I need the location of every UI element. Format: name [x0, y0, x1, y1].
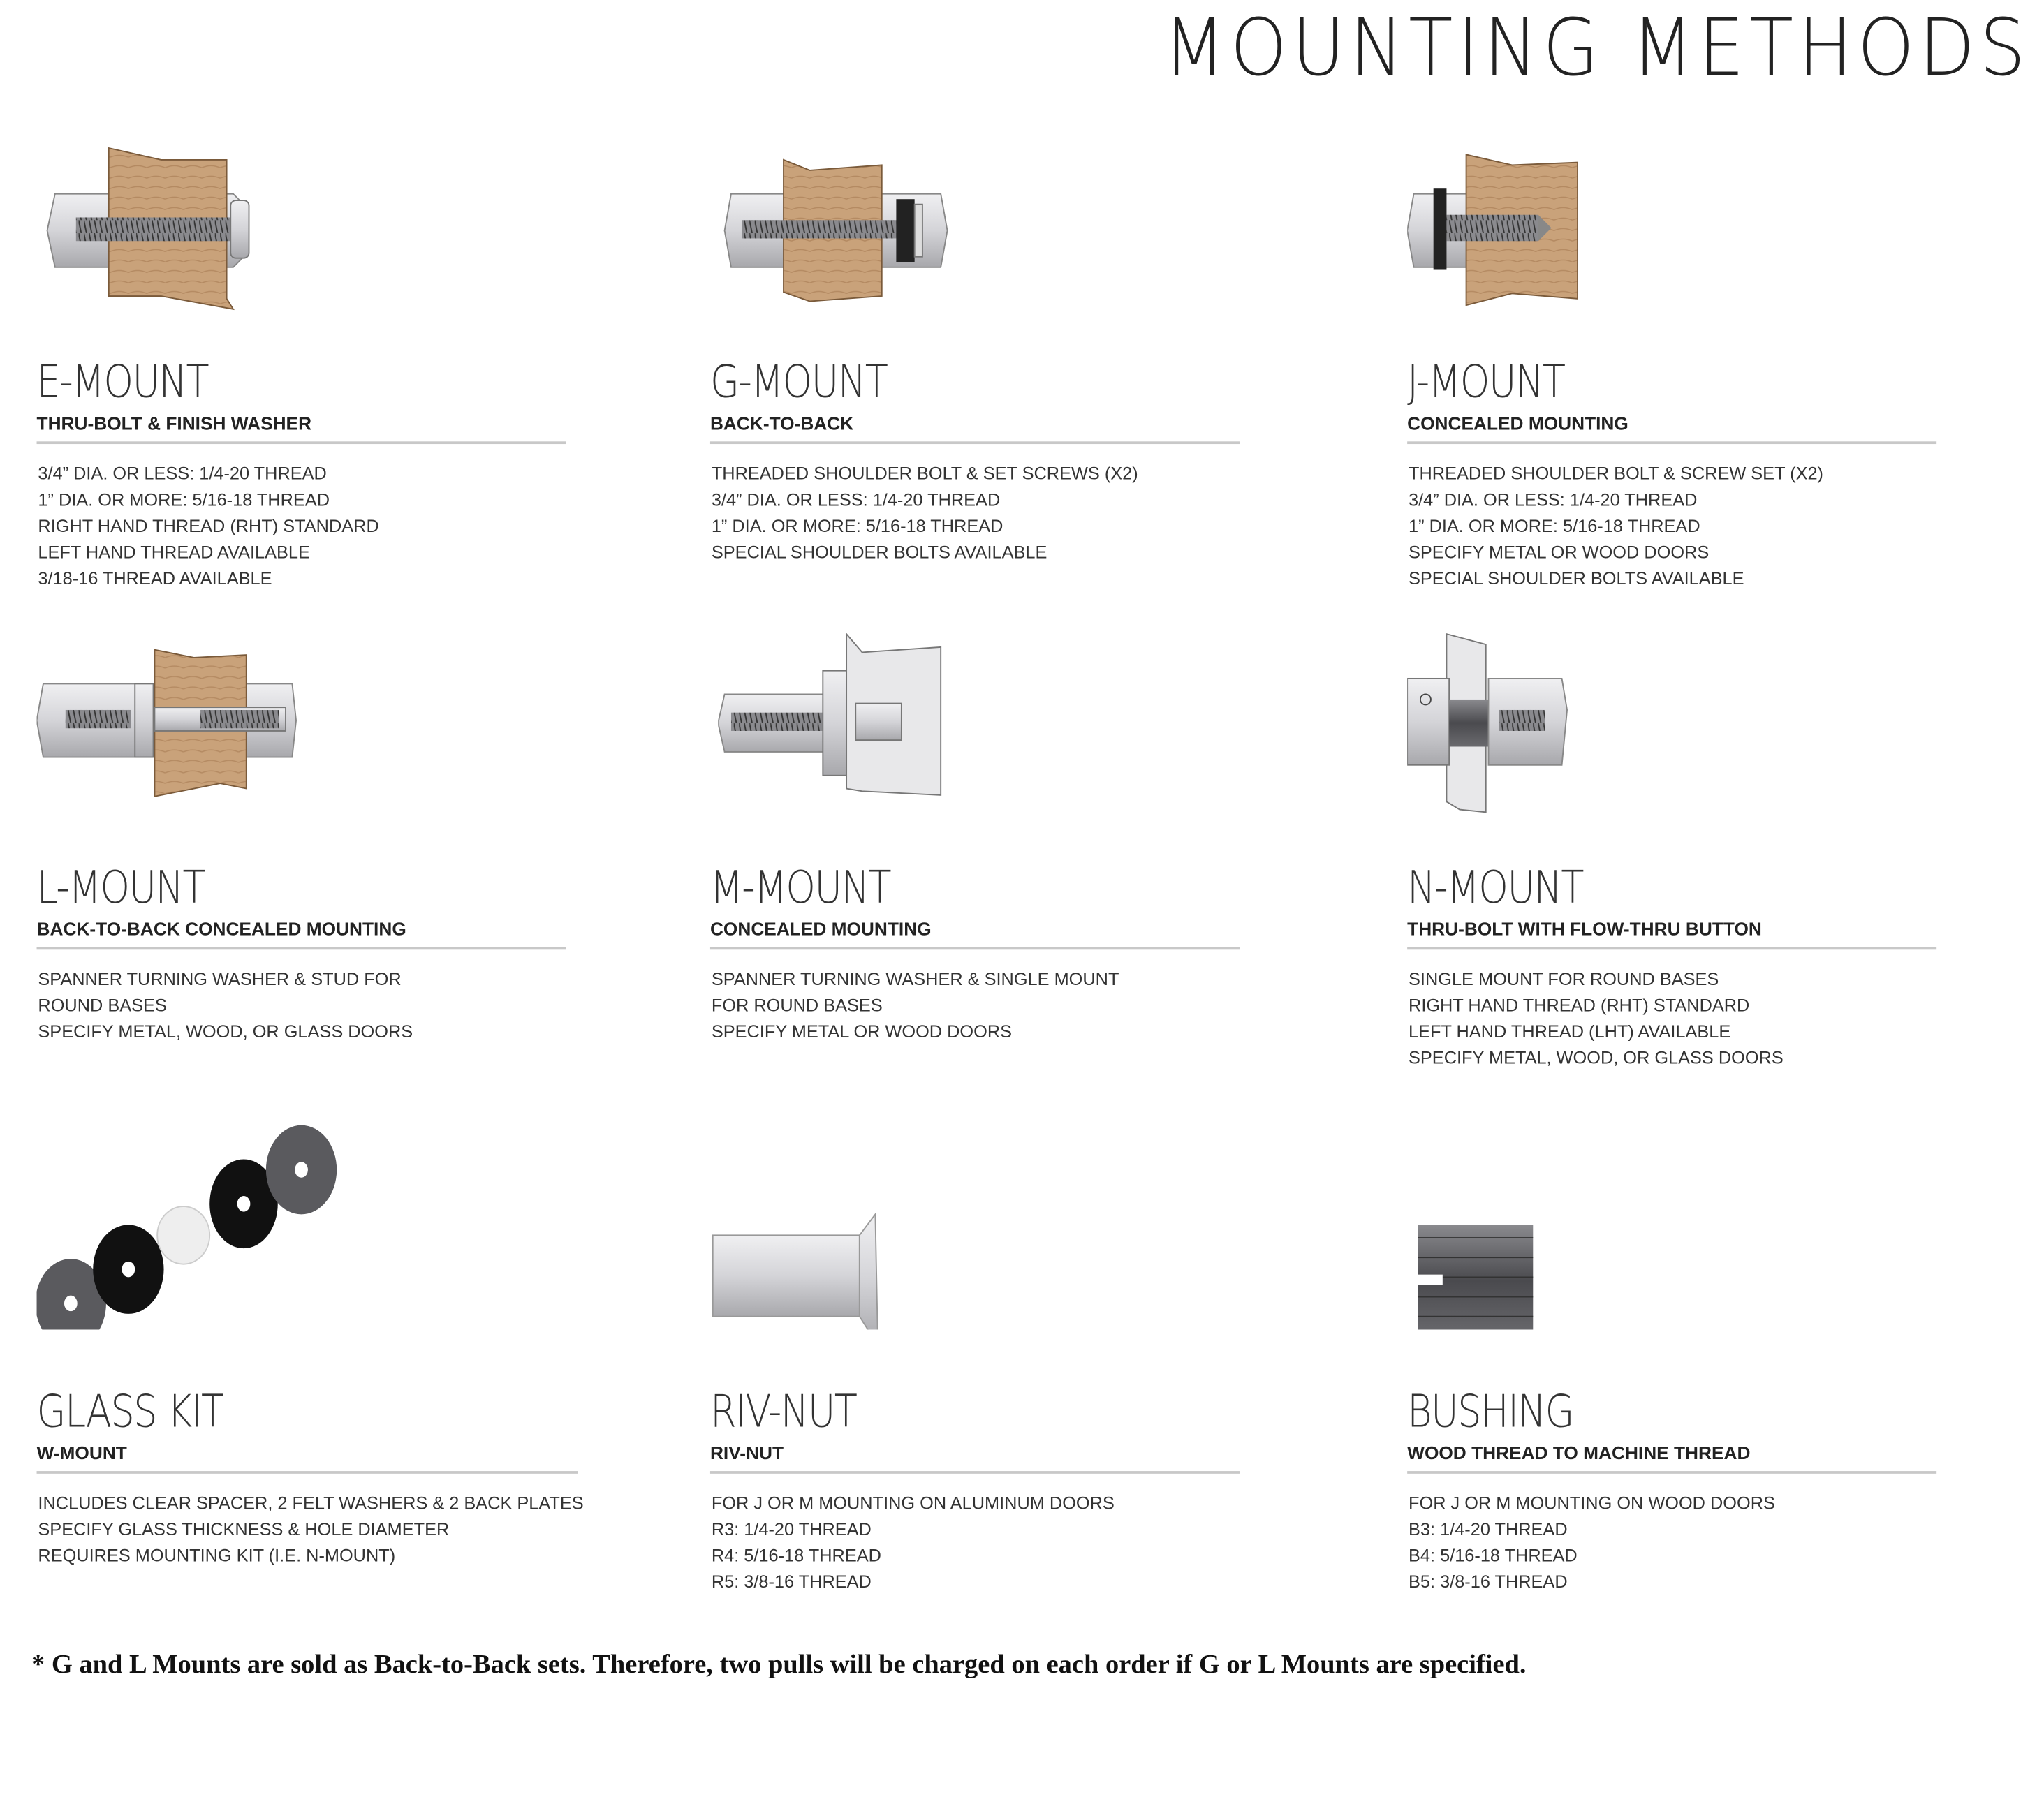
mount-details	[1409, 967, 1784, 1072]
mount-subtitle: W-MOUNT	[36, 1442, 127, 1463]
detail-line: R4: 5/16-18 THREAD	[711, 1546, 881, 1566]
page-title: MOUNTING METHODS	[1163, 2, 2031, 95]
divider	[37, 441, 566, 444]
detail-line: 1” DIA. OR MORE: 5/16-18 THREAD	[1409, 516, 1700, 536]
detail-line: ROUND BASES	[38, 995, 167, 1016]
mount-details	[712, 461, 1138, 565]
detail-line: R3: 1/4-20 THREAD	[711, 1519, 872, 1539]
j-mount-illustration	[1407, 142, 1721, 351]
mount-title: N-MOUNT	[1407, 861, 1583, 915]
detail-line: 1” DIA. OR MORE: 5/16-18 THREAD	[38, 489, 330, 510]
detail-line: B5: 3/8-16 THREAD	[1409, 1572, 1568, 1592]
detail-line: 3/4” DIA. OR LESS: 1/4-20 THREAD	[38, 464, 327, 484]
divider	[710, 1471, 1240, 1474]
detail-line: FOR J OR M MOUNTING ON WOOD DOORS	[1409, 1493, 1775, 1514]
divider	[37, 1471, 578, 1474]
detail-line: R5: 3/8-16 THREAD	[711, 1572, 872, 1592]
mount-details	[712, 967, 1119, 1046]
mount-subtitle: THRU-BOLT & FINISH WASHER	[36, 413, 312, 434]
m-mount-illustration	[718, 631, 1032, 841]
detail-line: 3/18-16 THREAD AVAILABLE	[38, 568, 272, 589]
detail-line: SINGLE MOUNT FOR ROUND BASES	[1409, 969, 1719, 989]
detail-line: B4: 5/16-18 THREAD	[1409, 1546, 1578, 1566]
mount-title: M-MOUNT	[709, 861, 890, 915]
detail-line: SPANNER TURNING WASHER & SINGLE MOUNT	[711, 969, 1119, 989]
mount-details	[712, 1491, 1115, 1595]
n-mount-illustration	[1407, 631, 1721, 841]
footnote: * G and L Mounts are sold as Back-to-Back sets. Therefore, two pulls will be charged on each order if G or L Mounts are specified.	[31, 1650, 1527, 1680]
mount-title: BUSHING	[1407, 1386, 1573, 1439]
detail-line: REQUIRES MOUNTING KIT (I.E. N-MOUNT)	[38, 1546, 396, 1566]
g-mount-illustration	[718, 142, 1032, 351]
detail-line: THREADED SHOULDER BOLT & SCREW SET (X2)	[1409, 464, 1823, 484]
divider	[1407, 441, 1936, 444]
detail-line: FOR ROUND BASES	[711, 995, 883, 1016]
mount-title: G-MOUNT	[709, 356, 888, 409]
divider	[1407, 947, 1936, 950]
mount-details	[38, 1491, 583, 1569]
detail-line: SPECIFY METAL, WOOD, OR GLASS DOORS	[1409, 1048, 1784, 1068]
detail-line: FOR J OR M MOUNTING ON ALUMINUM DOORS	[711, 1493, 1115, 1514]
detail-line: B3: 1/4-20 THREAD	[1409, 1519, 1568, 1539]
detail-line: SPECIFY GLASS THICKNESS & HOLE DIAMETER	[38, 1519, 450, 1539]
e-mount-illustration	[37, 142, 351, 351]
detail-line: INCLUDES CLEAR SPACER, 2 FELT WASHERS & 2 BACK PLATES	[38, 1493, 584, 1514]
mount-title: RIV-NUT	[709, 1386, 857, 1439]
detail-line: RIGHT HAND THREAD (RHT) STANDARD	[38, 516, 379, 536]
l-mount-illustration	[37, 631, 351, 841]
divider	[710, 947, 1240, 950]
divider	[710, 441, 1240, 444]
detail-line: 3/4” DIA. OR LESS: 1/4-20 THREAD	[1409, 489, 1698, 510]
mount-title: E-MOUNT	[36, 356, 209, 409]
detail-line: SPECIFY METAL OR WOOD DOORS	[711, 1021, 1013, 1042]
detail-line: SPECIAL SHOULDER BOLTS AVAILABLE	[711, 542, 1047, 562]
mount-title: L-MOUNT	[36, 861, 205, 915]
mount-subtitle: CONCEALED MOUNTING	[709, 918, 932, 940]
mount-details	[1409, 461, 1823, 592]
detail-line: SPECIFY METAL OR WOOD DOORS	[1409, 542, 1710, 562]
detail-line: RIGHT HAND THREAD (RHT) STANDARD	[1409, 995, 1750, 1016]
detail-line: SPECIFY METAL, WOOD, OR GLASS DOORS	[38, 1021, 413, 1042]
riv-nut-illustration	[710, 1120, 1024, 1329]
divider	[37, 947, 566, 950]
mount-details	[1409, 1491, 1775, 1595]
divider	[1407, 1471, 1936, 1474]
mount-subtitle: RIV-NUT	[709, 1442, 784, 1463]
mount-subtitle: BACK-TO-BACK CONCEALED MOUNTING	[36, 918, 406, 940]
detail-line: SPECIAL SHOULDER BOLTS AVAILABLE	[1409, 568, 1744, 589]
mount-subtitle: BACK-TO-BACK	[709, 413, 854, 434]
detail-line: LEFT HAND THREAD AVAILABLE	[38, 542, 310, 562]
mount-title: J-MOUNT	[1407, 356, 1565, 409]
detail-line: 3/4” DIA. OR LESS: 1/4-20 THREAD	[711, 489, 1001, 510]
detail-line: LEFT HAND THREAD (LHT) AVAILABLE	[1409, 1021, 1731, 1042]
detail-line: SPANNER TURNING WASHER & STUD FOR	[38, 969, 402, 989]
bushing-illustration	[1407, 1120, 1721, 1329]
mount-subtitle: WOOD THREAD TO MACHINE THREAD	[1407, 1442, 1751, 1463]
mount-subtitle: THRU-BOLT WITH FLOW-THRU BUTTON	[1407, 918, 1762, 940]
detail-line: THREADED SHOULDER BOLT & SET SCREWS (X2)	[711, 464, 1138, 484]
detail-line: 1” DIA. OR MORE: 5/16-18 THREAD	[711, 516, 1003, 536]
mount-title: GLASS KIT	[36, 1386, 223, 1439]
mount-details	[38, 967, 413, 1046]
mount-subtitle: CONCEALED MOUNTING	[1407, 413, 1628, 434]
mount-details	[38, 461, 378, 592]
glass-kit-illustration	[37, 1120, 351, 1329]
